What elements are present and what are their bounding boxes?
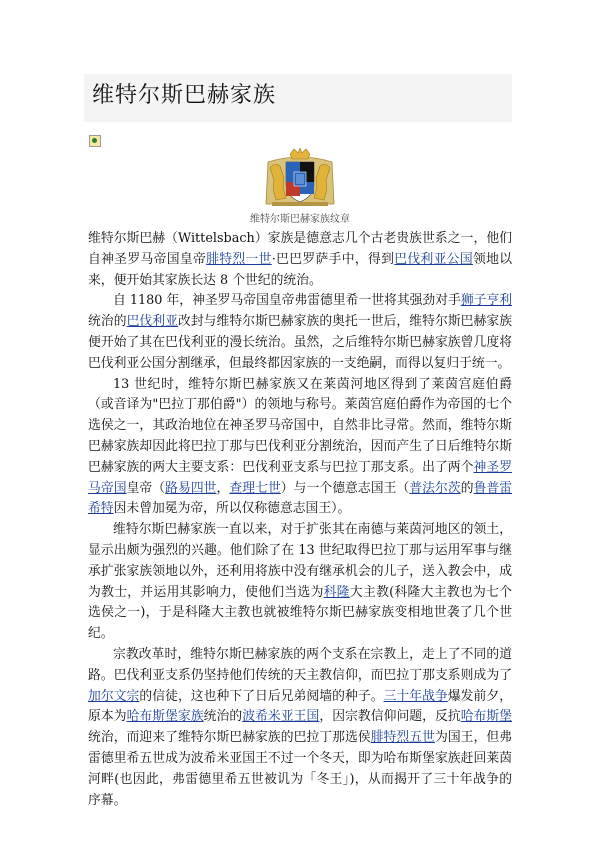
paragraph-text: 统治的 [203, 709, 243, 725]
paragraph-text: 自 1180 年，神圣罗马帝国皇帝弗雷德里希一世将其强劲对手 [113, 293, 461, 309]
page-title: 维特尔斯巴赫家族 [92, 83, 277, 108]
paragraph-text: 的信徒，这也种下了日后兄弟阋墙的种子。 [139, 688, 384, 704]
paragraph-text: 13 世纪时，维特尔斯巴赫家族又在莱茵河地区得到了莱茵宫庭伯爵（或音译为"巴拉丁那伯爵"）的领地与称号。莱茵宫庭伯爵作为帝国的七个选侯之一，其政治地位在神圣罗马帝国中，自然非比寻常。然而，维特尔斯巴赫家族却因此将巴拉丁那与巴伐利亚分割统治，因而产生了日后维特尔斯巴赫家族的两大主要支系：巴伐利亚支系与巴拉丁那支系。出了两个 [88, 376, 512, 475]
paragraph-text: ， [216, 480, 230, 496]
article-paragraph [88, 645, 512, 811]
article-link[interactable]: 巴伐利亚公国 [394, 251, 473, 267]
paragraph-text: 领地以来，便开始其家族长达 8 个世纪的统治。 [88, 251, 513, 288]
article-link[interactable]: 科隆 [323, 584, 350, 600]
paragraph-text: 的 [460, 480, 474, 496]
article-link[interactable]: 哈布斯堡 [460, 709, 513, 725]
article-link[interactable]: 加尔文宗 [88, 688, 140, 704]
image-caption: 维特尔斯巴赫家族纹章 [250, 214, 350, 225]
article-link[interactable]: 巴伐利亚 [126, 314, 178, 330]
article-paragraph [88, 229, 512, 291]
paragraph-text: ）与一个德意志国王（ [280, 480, 410, 496]
article-link[interactable]: 狮子亨利 [460, 293, 513, 309]
paragraph-text: 改封与维特尔斯巴赫家族的奥托一世后，维特尔斯巴赫家族便开始了其在巴伐利亚的漫长统治。虽然，之后维特尔斯巴赫家族曾几度将巴伐利亚公国分割继承，但最终都因家族的一支绝嗣，而得以复归于统一。 [88, 314, 513, 371]
paragraph-text: 爆发前夕，原本为 [88, 688, 513, 725]
paragraph-text: 维特尔斯巴赫（Wittelsbach）家族是德意志几个古老贵族世系之一，他们自神圣罗马帝国皇帝 [88, 231, 512, 267]
article-link[interactable]: 查理七世 [229, 480, 281, 496]
paragraph-text: 统治，而迎来了维特尔斯巴赫家族的巴拉丁那选侯 [88, 730, 371, 746]
coat-of-arms-image [262, 148, 338, 208]
article-body [88, 229, 512, 811]
paragraph-text: 因未曾加冕为帝，所以仅称德意志国王）。 [113, 501, 351, 517]
article-link[interactable]: 腓特烈五世 [370, 730, 435, 746]
article-paragraph [88, 375, 512, 521]
article-link[interactable]: 鲁普雷希特 [88, 480, 513, 517]
article-paragraph [88, 520, 512, 645]
broken-image-icon[interactable] [89, 135, 101, 147]
paragraph-text: ，因宗教信仰问题，反抗 [319, 709, 461, 725]
article-link[interactable]: 三十年战争 [383, 688, 448, 704]
article-link[interactable]: 腓特烈一世 [206, 251, 272, 267]
article-link[interactable]: 波希米亚王国 [242, 709, 320, 725]
paragraph-text: 维特尔斯巴赫家族一直以来，对于扩张其在南德与莱茵河地区的领土，显示出颇为强烈的兴趣。他们除了在 13 世纪取得巴拉丁那与运用军事与继承扩张家族领地以外，还利用将族中没有继承机会的儿子，送入教会中，成为教士，并运用其影响力，使他们当选为 [88, 522, 512, 600]
article-link[interactable]: 神圣罗马帝国 [88, 459, 513, 496]
article-paragraph [88, 291, 512, 374]
paragraph-text: ·巴巴罗萨手中，得到 [271, 251, 395, 267]
article-link[interactable]: 普法尔茨 [409, 480, 461, 496]
paragraph-text: 为国王，但弗雷德里希五世成为波希米亚国王不过一个冬天，即为哈布斯堡家族赶回莱茵河畔(也因此，弗雷德里希五世被讥为「冬王」)，从而揭开了三十年战争的序幕。 [88, 730, 513, 808]
article-link[interactable]: 路易四世 [165, 480, 217, 496]
paragraph-text: 皇帝（ [126, 480, 166, 496]
paragraph-text: 统治的 [88, 314, 127, 330]
paragraph-text: 大主教(科隆大主教也为七个选侯之一)，于是科隆大主教也就被维特尔斯巴赫家族变相地世袭了几个世纪。 [88, 584, 512, 642]
paragraph-text: 宗教改革时，维特尔斯巴赫家族的两个支系在宗教上，走上了不同的道路。巴伐利亚支系仍坚持他们传统的天主教信仰，而巴拉丁那支系则成为了 [88, 646, 512, 683]
article-link[interactable]: 哈布斯堡家族 [126, 709, 204, 725]
